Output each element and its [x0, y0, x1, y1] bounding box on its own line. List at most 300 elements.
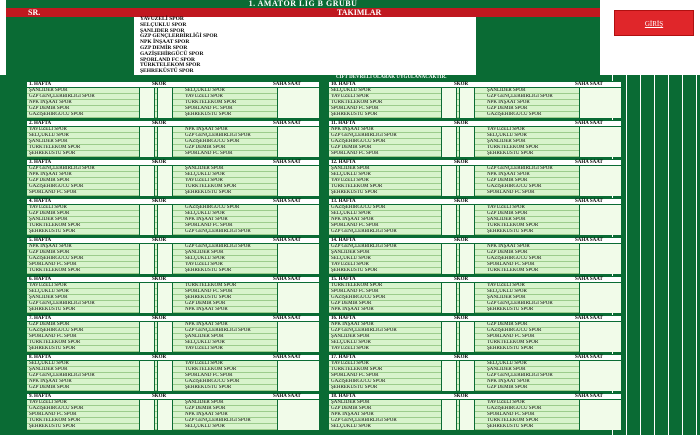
week-block [26, 198, 320, 235]
saha-saat-label: SAHA SAAT [575, 355, 603, 360]
home-score-cell[interactable] [441, 229, 457, 235]
away-team: SPORLAND FC SPOR [487, 334, 535, 339]
match-row [27, 268, 319, 274]
home-team: TÜRKTELEKOM SPOR [29, 340, 81, 345]
grid-stripe [682, 75, 683, 435]
home-team: ŞEHREKÜSTÜ SPOR [331, 268, 378, 273]
away-score-cell[interactable] [459, 268, 475, 274]
home-team: YAVUZELİ SPOR [29, 127, 67, 132]
away-team: SELÇUKLU SPOR [185, 88, 225, 93]
team-name: GAZİŞEHİRGÜCÜ SPOR [140, 50, 204, 57]
home-team: YAVUZELİ SPOR [29, 283, 67, 288]
home-team: NPK İNŞAAT SPOR [331, 127, 374, 132]
team-list-right-strip [476, 17, 600, 75]
saha-saat-label: SAHA SAAT [575, 277, 603, 282]
home-team: TÜRKTELEKOM SPOR [29, 223, 81, 228]
match-row [329, 229, 621, 235]
match-row [329, 424, 621, 430]
away-team: GAZİŞEHİRGÜCÜ SPOR [487, 184, 542, 189]
saha-saat-label: SAHA SAAT [273, 394, 301, 399]
away-team: ŞEHREKÜSTÜ SPOR [185, 190, 232, 195]
home-team: GZP DEMİR SPOR [29, 322, 70, 327]
match-row [329, 151, 621, 157]
saha-saat-cell[interactable] [277, 112, 319, 118]
home-team: YAVUZELİ SPOR [331, 361, 369, 366]
away-score-cell[interactable] [459, 424, 475, 430]
away-team: SPORLAND FC SPOR [185, 289, 233, 294]
home-score-cell[interactable] [139, 151, 155, 157]
week-block [26, 159, 320, 196]
home-team: NPK İNŞAAT SPOR [29, 244, 72, 249]
home-team: SELÇUKLU SPOR [331, 211, 371, 216]
home-team: SELÇUKLU SPOR [331, 88, 371, 93]
home-team: YAVUZELİ SPOR [331, 346, 369, 351]
team-list [136, 17, 476, 75]
away-team: TÜRKTELEKOM SPOR [185, 367, 237, 372]
match-row [27, 385, 319, 391]
home-team: GZP GENÇLERBİRLİĞİ SPOR [331, 244, 397, 249]
home-team: ŞANLIDER SPOR [331, 250, 370, 255]
home-team: GZP DEMİR SPOR [29, 106, 70, 111]
match-row [27, 307, 319, 313]
match-row [27, 424, 319, 430]
away-team: GZP GENÇLERBİRLİĞİ SPOR [185, 229, 251, 234]
home-team: ŞANLIDER SPOR [331, 400, 370, 405]
match-row [329, 385, 621, 391]
away-score-cell[interactable] [157, 385, 173, 391]
away-team: ŞANLIDER SPOR [185, 250, 224, 255]
away-team: GAZİŞEHİRGÜCÜ SPOR [487, 112, 542, 117]
home-score-cell[interactable] [139, 112, 155, 118]
skor-label: SKOR [152, 277, 167, 282]
team-name: GZP GENÇLERBİRLİĞİ SPOR [140, 33, 218, 40]
home-team: GZP DEMİR SPOR [29, 211, 70, 216]
home-team: NPK İNŞAAT SPOR [331, 322, 374, 327]
home-team: GZP GENÇLERBİRLİĞİ SPOR [29, 301, 95, 306]
note-text: CİFT DEVRELİ OLARAK UYGULANACAKTIR. [336, 75, 447, 80]
away-team: GZP DEMİR SPOR [185, 406, 226, 411]
week-block [328, 276, 622, 313]
week-title: 3. HAFTA [29, 160, 52, 165]
match-row [27, 346, 319, 352]
home-team: SPORLAND FC SPOR [331, 289, 379, 294]
week-block [328, 120, 622, 157]
away-team: GZP GENÇLERBİRLİĞİ SPOR [185, 418, 251, 423]
home-team: TÜRKTELEKOM SPOR [331, 184, 383, 189]
week-block [328, 354, 622, 391]
home-team: YAVUZELİ SPOR [331, 178, 369, 183]
home-score-cell[interactable] [139, 385, 155, 391]
away-team: GZP GENÇLERBİRLİĞİ SPOR [487, 94, 553, 99]
week-title: 4. HAFTA [29, 199, 52, 204]
away-team: YAVUZELİ SPOR [487, 205, 525, 210]
saha-saat-label: SAHA SAAT [575, 121, 603, 126]
home-score-cell[interactable] [441, 190, 457, 196]
home-score-cell[interactable] [441, 112, 457, 118]
away-team: NPK İNŞAAT SPOR [487, 100, 530, 105]
away-team: GAZİŞEHİRGÜCÜ SPOR [487, 406, 542, 411]
away-team: SPORLAND FC SPOR [487, 262, 535, 267]
saha-saat-cell[interactable] [277, 151, 319, 157]
home-score-cell[interactable] [139, 424, 155, 430]
grid-stripe [696, 75, 697, 435]
away-team: YAVUZELİ SPOR [487, 127, 525, 132]
skor-label: SKOR [152, 82, 167, 87]
away-score-cell[interactable] [157, 307, 173, 313]
week-block [328, 393, 622, 430]
home-team: SELÇUKLU SPOR [29, 361, 69, 366]
home-team: ŞEHREKÜSTÜ SPOR [29, 151, 76, 156]
home-team: GZP DEMİR SPOR [331, 406, 372, 411]
skor-label: SKOR [152, 355, 167, 360]
page-title: 1. AMATÖR LİG B GRUBU [6, 0, 600, 8]
away-team: SPORLAND FC SPOR [487, 412, 535, 417]
home-team: GZP GENÇLERBİRLİĞİ SPOR [331, 133, 397, 138]
saha-saat-label: SAHA SAAT [575, 82, 603, 87]
home-team: GAZİŞEHİRGÜCÜ SPOR [29, 112, 84, 117]
home-team: GZP GENÇLERBİRLİĞİ SPOR [29, 94, 95, 99]
away-team: ŞEHREKÜSTÜ SPOR [487, 229, 534, 234]
home-team: TÜRKTELEKOM SPOR [331, 100, 383, 105]
home-score-cell[interactable] [139, 190, 155, 196]
away-team: ŞANLIDER SPOR [487, 88, 526, 93]
away-team: NPK İNŞAAT SPOR [185, 307, 228, 312]
home-team: ŞEHREKÜSTÜ SPOR [29, 424, 76, 429]
match-row [329, 346, 621, 352]
home-team: SELÇUKLU SPOR [29, 133, 69, 138]
saha-saat-label: SAHA SAAT [273, 82, 301, 87]
away-team: GZP GENÇLERBİRLİĞİ SPOR [487, 373, 553, 378]
home-team: GAZİŞEHİRGÜCÜ SPOR [331, 139, 386, 144]
home-team: SPORLAND FC SPOR [29, 412, 77, 417]
home-team: SPORLAND FC SPOR [29, 190, 77, 195]
away-score-cell[interactable] [459, 190, 475, 196]
away-team: ŞANLIDER SPOR [487, 367, 526, 372]
saha-saat-label: SAHA SAAT [575, 238, 603, 243]
week-title: 16. HAFTA [331, 316, 356, 321]
away-score-cell[interactable] [157, 190, 173, 196]
team-list-block [6, 17, 600, 75]
home-team: SELÇUKLU SPOR [29, 289, 69, 294]
week-block [328, 315, 622, 352]
grid-stripe [668, 75, 669, 435]
away-team: SELÇUKLU SPOR [487, 289, 527, 294]
away-team: SELÇUKLU SPOR [185, 340, 225, 345]
giris-button[interactable]: GİRİŞ [614, 10, 694, 36]
away-team: ŞANLIDER SPOR [487, 217, 526, 222]
saha-saat-cell[interactable] [579, 151, 621, 157]
grid-stripe [626, 75, 627, 435]
skor-label: SKOR [152, 238, 167, 243]
week-title: 10. HAFTA [331, 82, 356, 87]
away-team: TÜRKTELEKOM SPOR [487, 418, 539, 423]
away-score-cell[interactable] [459, 229, 475, 235]
saha-saat-label: SAHA SAAT [273, 355, 301, 360]
home-score-cell[interactable] [441, 268, 457, 274]
team-name: ŞEHREKÜSTÜ SPOR [140, 68, 194, 75]
away-team: NPK İNŞAAT SPOR [487, 244, 530, 249]
home-score-cell[interactable] [139, 229, 155, 235]
home-team: ŞANLIDER SPOR [29, 295, 68, 300]
away-team: ŞEHREKÜSTÜ SPOR [185, 112, 232, 117]
skor-label: SKOR [152, 199, 167, 204]
saha-saat-label: SAHA SAAT [273, 199, 301, 204]
home-team: ŞANLIDER SPOR [29, 88, 68, 93]
away-team: YAVUZELİ SPOR [185, 361, 223, 366]
away-team: SPORLAND FC SPOR [185, 223, 233, 228]
skor-label: SKOR [454, 277, 469, 282]
skor-label: SKOR [152, 316, 167, 321]
away-team: YAVUZELİ SPOR [487, 400, 525, 405]
saha-saat-cell[interactable] [579, 307, 621, 313]
saha-saat-cell[interactable] [579, 229, 621, 235]
week-title: 17. HAFTA [331, 355, 356, 360]
home-score-cell[interactable] [441, 385, 457, 391]
away-team: YAVUZELİ SPOR [185, 94, 223, 99]
saha-saat-label: SAHA SAAT [273, 238, 301, 243]
home-team: GZP DEMİR SPOR [331, 301, 372, 306]
saha-saat-label: SAHA SAAT [575, 316, 603, 321]
home-score-cell[interactable] [441, 346, 457, 352]
home-score-cell[interactable] [441, 307, 457, 313]
grid-stripe [654, 75, 655, 435]
home-team: NPK İNŞAAT SPOR [29, 379, 72, 384]
home-team: GAZİŞEHİRGÜCÜ SPOR [29, 406, 84, 411]
away-team: ŞANLIDER SPOR [487, 295, 526, 300]
week-block [26, 120, 320, 157]
away-team: TÜRKTELEKOM SPOR [487, 340, 539, 345]
home-team: SELÇUKLU SPOR [331, 340, 371, 345]
team-name: ŞANLIDER SPOR [140, 27, 185, 34]
home-team: NPK İNŞAAT SPOR [29, 172, 72, 177]
home-team: TÜRKTELEKOM SPOR [29, 418, 81, 423]
home-team: ŞANLIDER SPOR [29, 367, 68, 372]
away-team: TÜRKTELEKOM SPOR [185, 100, 237, 105]
away-score-cell[interactable] [459, 151, 475, 157]
saha-saat-label: SAHA SAAT [273, 316, 301, 321]
home-team: GAZİŞEHİRGÜCÜ SPOR [331, 205, 386, 210]
saha-saat-cell[interactable] [277, 346, 319, 352]
away-team: NPK İNŞAAT SPOR [185, 412, 228, 417]
home-score-cell[interactable] [139, 307, 155, 313]
home-team: YAVUZELİ SPOR [29, 400, 67, 405]
away-team: YAVUZELİ SPOR [185, 262, 223, 267]
home-team: TÜRKTELEKOM SPOR [29, 145, 81, 150]
skor-label: SKOR [152, 121, 167, 126]
skor-label: SKOR [454, 160, 469, 165]
home-team: SELÇUKLU SPOR [331, 256, 371, 261]
saha-saat-cell[interactable] [579, 190, 621, 196]
home-team: SPORLAND FC SPOR [331, 223, 379, 228]
team-list-left-strip [6, 17, 134, 75]
home-team: GAZİŞEHİRGÜCÜ SPOR [29, 184, 84, 189]
match-row [329, 307, 621, 313]
saha-saat-cell[interactable] [277, 268, 319, 274]
home-score-cell[interactable] [139, 268, 155, 274]
home-team: SPORLAND FC SPOR [331, 373, 379, 378]
week-block [328, 159, 622, 196]
away-team: NPK İNŞAAT SPOR [487, 172, 530, 177]
home-team: ŞANLIDER SPOR [29, 139, 68, 144]
home-team: ŞANLIDER SPOR [331, 334, 370, 339]
home-team: ŞEHREKÜSTÜ SPOR [29, 346, 76, 351]
away-score-cell[interactable] [157, 229, 173, 235]
away-score-cell[interactable] [157, 112, 173, 118]
week-block [26, 393, 320, 430]
away-team: ŞEHREKÜSTÜ SPOR [487, 151, 534, 156]
saha-saat-label: SAHA SAAT [575, 160, 603, 165]
away-team: NPK İNŞAAT SPOR [185, 127, 228, 132]
week-block [328, 237, 622, 274]
away-team: NPK İNŞAAT SPOR [185, 322, 228, 327]
home-team: TÜRKTELEKOM SPOR [331, 283, 383, 288]
home-team: TÜRKTELEKOM SPOR [331, 367, 383, 372]
away-team: SPORLAND FC SPOR [185, 373, 233, 378]
week-title: 1. HAFTA [29, 82, 52, 87]
away-team: SELÇUKLU SPOR [185, 256, 225, 261]
week-title: 18. HAFTA [331, 394, 356, 399]
saha-saat-cell[interactable] [579, 346, 621, 352]
away-team: ŞANLIDER SPOR [185, 166, 224, 171]
home-team: GZP GENÇLERBİRLİĞİ SPOR [331, 229, 397, 234]
week-title: 9. HAFTA [29, 394, 52, 399]
week-title: 14. HAFTA [331, 238, 356, 243]
home-team: SPORLAND FC SPOR [29, 262, 77, 267]
home-score-cell[interactable] [441, 424, 457, 430]
saha-saat-cell[interactable] [277, 307, 319, 313]
away-team: TÜRKTELEKOM SPOR [487, 268, 539, 273]
skor-label: SKOR [152, 394, 167, 399]
week-block [26, 315, 320, 352]
week-title: 8. HAFTA [29, 355, 52, 360]
away-score-cell[interactable] [459, 307, 475, 313]
home-team: GAZİŞEHİRGÜCÜ SPOR [29, 328, 84, 333]
away-score-cell[interactable] [157, 346, 173, 352]
home-team: SPORLAND FC SPOR [331, 151, 379, 156]
match-row [329, 112, 621, 118]
away-score-cell[interactable] [157, 151, 173, 157]
table-header [6, 8, 600, 17]
saha-saat-cell[interactable] [277, 229, 319, 235]
home-team: GZP DEMİR SPOR [29, 250, 70, 255]
away-score-cell[interactable] [459, 346, 475, 352]
skor-label: SKOR [454, 238, 469, 243]
home-team: SPORLAND FC SPOR [29, 334, 77, 339]
home-team: NPK İNŞAAT SPOR [331, 412, 374, 417]
skor-label: SKOR [454, 355, 469, 360]
week-block [328, 198, 622, 235]
home-team: ŞEHREKÜSTÜ SPOR [29, 229, 76, 234]
home-team: NPK İNŞAAT SPOR [331, 217, 374, 222]
away-team: GZP GENÇLERBİRLİĞİ SPOR [487, 301, 553, 306]
match-row [329, 268, 621, 274]
skor-label: SKOR [152, 160, 167, 165]
away-team: YAVUZELİ SPOR [185, 346, 223, 351]
away-team: NPK İNŞAAT SPOR [487, 379, 530, 384]
away-team: SELÇUKLU SPOR [487, 361, 527, 366]
away-team: GZP GENÇLERBİRLİĞİ SPOR [185, 328, 251, 333]
week-block [26, 237, 320, 274]
home-team: SPORLAND FC SPOR [331, 106, 379, 111]
away-team: GZP GENÇLERBİRLİĞİ SPOR [185, 133, 251, 138]
saha-saat-cell[interactable] [579, 112, 621, 118]
saha-saat-cell[interactable] [579, 385, 621, 391]
saha-saat-cell[interactable] [277, 190, 319, 196]
away-team: YAVUZELİ SPOR [185, 178, 223, 183]
home-team: NPK İNŞAAT SPOR [29, 100, 72, 105]
home-team: YAVUZELİ SPOR [29, 205, 67, 210]
match-row [27, 112, 319, 118]
away-team: SELÇUKLU SPOR [185, 424, 225, 429]
home-score-cell[interactable] [139, 346, 155, 352]
saha-saat-cell[interactable] [277, 385, 319, 391]
away-team: GZP DEMİR SPOR [487, 385, 528, 390]
away-team: TÜRKTELEKOM SPOR [185, 184, 237, 189]
away-team: TÜRKTELEKOM SPOR [487, 145, 539, 150]
away-team: ŞANLIDER SPOR [185, 334, 224, 339]
header-sr: SR. [28, 8, 41, 17]
team-name: YAVUZELİ SPOR [140, 16, 184, 22]
away-team: SELÇUKLU SPOR [185, 172, 225, 177]
away-score-cell[interactable] [157, 424, 173, 430]
away-team: GZP DEMİR SPOR [185, 301, 226, 306]
away-team: ŞEHREKÜSTÜ SPOR [185, 268, 232, 273]
home-team: TÜRKTELEKOM SPOR [29, 268, 81, 273]
saha-saat-cell[interactable] [579, 424, 621, 430]
away-team: TÜRKTELEKOM SPOR [487, 223, 539, 228]
team-name: TÜRKTELEKOM SPOR [140, 62, 201, 69]
week-title: 5. HAFTA [29, 238, 52, 243]
away-team: ŞEHREKÜSTÜ SPOR [185, 385, 232, 390]
match-row [27, 229, 319, 235]
week-title: 7. HAFTA [29, 316, 52, 321]
home-score-cell[interactable] [441, 151, 457, 157]
away-team: GZP DEMİR SPOR [487, 178, 528, 183]
away-team: GZP GENÇLERBİRLİĞİ SPOR [487, 166, 553, 171]
away-team: TÜRKTELEKOM SPOR [185, 283, 237, 288]
saha-saat-label: SAHA SAAT [575, 394, 603, 399]
away-score-cell[interactable] [459, 112, 475, 118]
week-title: 15. HAFTA [331, 277, 356, 282]
saha-saat-label: SAHA SAAT [273, 121, 301, 126]
away-team: GAZİŞEHİRGÜCÜ SPOR [185, 379, 240, 384]
match-row [27, 151, 319, 157]
skor-label: SKOR [454, 394, 469, 399]
home-team: GZP GENÇLERBİRLİĞİ SPOR [29, 373, 95, 378]
home-team: ŞEHREKÜSTÜ SPOR [29, 307, 76, 312]
home-team: SELÇUKLU SPOR [331, 424, 371, 429]
away-score-cell[interactable] [157, 268, 173, 274]
away-team: ŞEHREKÜSTÜ SPOR [487, 346, 534, 351]
home-team: ŞEHREKÜSTÜ SPOR [331, 385, 378, 390]
away-score-cell[interactable] [459, 385, 475, 391]
fixtures-area [6, 75, 603, 435]
team-name: SELÇUKLU SPOR [140, 21, 187, 28]
away-team: GAZİŞEHİRGÜCÜ SPOR [487, 328, 542, 333]
skor-label: SKOR [454, 316, 469, 321]
away-team: GAZİŞEHİRGÜCÜ SPOR [185, 139, 240, 144]
saha-saat-cell[interactable] [579, 268, 621, 274]
home-team: YAVUZELİ SPOR [331, 262, 369, 267]
week-block [26, 276, 320, 313]
saha-saat-cell[interactable] [277, 424, 319, 430]
home-team: GAZİŞEHİRGÜCÜ SPOR [331, 379, 386, 384]
header-takimlar: TAKIMLAR [337, 8, 382, 17]
week-title: 11. HAFTA [331, 121, 356, 126]
grid-stripe [640, 75, 641, 435]
away-team: ŞEHREKÜSTÜ SPOR [487, 424, 534, 429]
saha-saat-label: SAHA SAAT [273, 277, 301, 282]
